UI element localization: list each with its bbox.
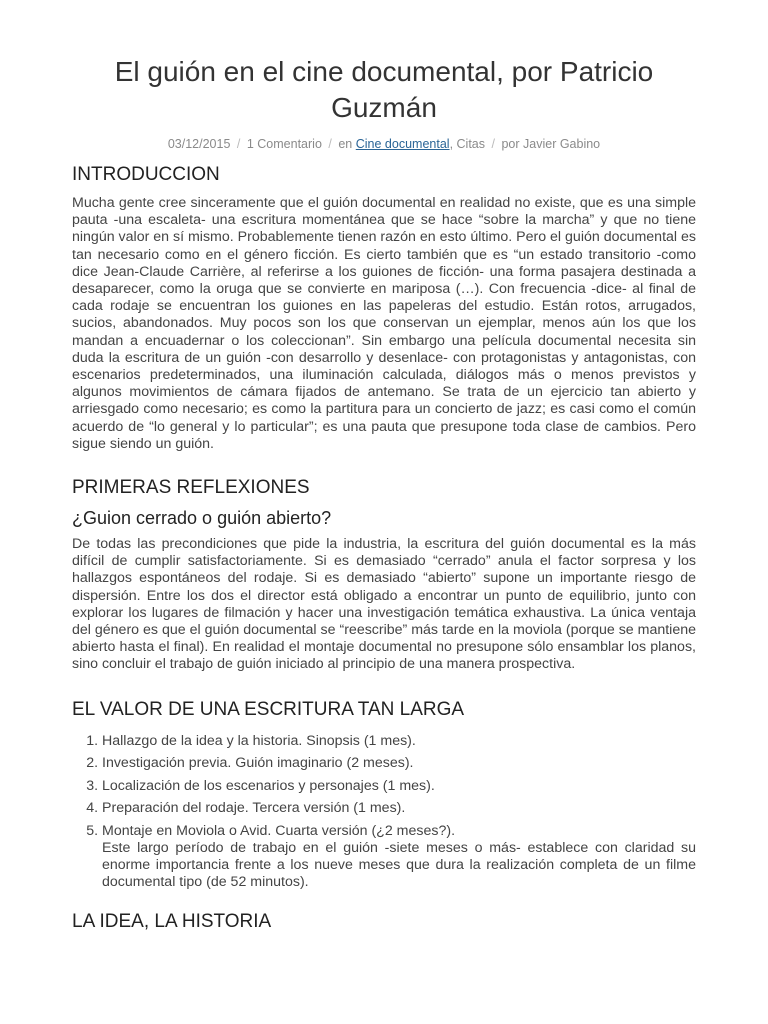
list-item: 5. Montaje en Moviola o Avid. Cuarta versión (¿2 meses?). bbox=[102, 820, 696, 843]
section-heading-la-idea: LA IDEA, LA HISTORIA bbox=[72, 911, 272, 933]
category-link-citas[interactable]: Citas bbox=[456, 137, 486, 151]
post-author[interactable]: por Javier Gabino bbox=[501, 137, 601, 151]
post-date[interactable]: 03/12/2015 bbox=[167, 137, 231, 151]
section-heading-primeras-reflexiones: PRIMERAS REFLEXIONES bbox=[72, 477, 310, 499]
comments-link[interactable]: 1 Comentario bbox=[246, 137, 322, 151]
meta-separator: / bbox=[491, 137, 495, 151]
list-item: 1. Hallazgo de la idea y la historia. Sinopsis (1 mes). bbox=[102, 730, 696, 753]
list-item: 3. Localización de los escenarios y personajes (1 mes). bbox=[102, 775, 696, 798]
list-item: 2. Investigación previa. Guión imaginario (2 meses). bbox=[102, 752, 696, 775]
list-item: 4. Preparación del rodaje. Tercera versión (1 mes). bbox=[102, 797, 696, 820]
section-heading-introduccion: INTRODUCCION bbox=[72, 164, 220, 185]
subsection-heading-guion-cerrado: ¿Guion cerrado o guión abierto? bbox=[72, 508, 332, 529]
section-text-introduccion: Mucha gente cree sinceramente que el guión documental en realidad no existe, que es una simple pauta -una escaleta- una escritura momentánea que se hace “sobre la marcha” y que no tiene ningún valor en sí mismo. Probablemente tienen razón en esto último. Pero el guión documental es tan necesario como en el género ficción. Es cierto también que es “un estado transitorio -como dice Jean-Claude Carrière, al referirse a los guiones de ficción- una forma pasajera destinada a desaparecer, como la oruga que se convierte en mariposa (…). Con frecuencia -dice- al final de cada rodaje se encuentran los guiones en las papeleras del estudio. Están rotos, arrugados, sucios, abandonados. Muy pocos son los que conservan un ejemplar, menos aún los que los mandan a encuadernar o los coleccionan”. Sin embargo una película documental necesita sin duda la escritura de un guión -con desarrollo y desenlace- con protagonistas y antagonistas, con escenarios predeterminados, una iluminación calculada, diálogos más o menos previstos y algunos movimientos de cámara fijados de antemano. Se trata de un ejercicio tan abierto y arriesgado como necesario; es como la partitura para un concierto de jazz; es casi como el común acuerdo de “lo general y lo particular”; es una pauta que presupone toda clase de cambios. Pero sigue siendo un guión. bbox=[72, 195, 696, 452]
steps-note: Este largo período de trabajo en el guión -siete meses o más- establece con claridad su enorme importancia frente a los nueve meses que dura la realización completa de un filme documental tipo (de 52 minutos). bbox=[102, 839, 696, 891]
category-comma: , bbox=[449, 137, 454, 151]
post-meta bbox=[72, 136, 696, 152]
meta-separator: / bbox=[328, 137, 332, 151]
category-link-cine-documental[interactable]: Cine documental bbox=[355, 137, 450, 151]
section-heading-el-valor: EL VALOR DE UNA ESCRITURA TAN LARGA bbox=[72, 698, 465, 720]
meta-separator: / bbox=[236, 137, 241, 151]
category-prefix: en bbox=[338, 137, 353, 151]
section-text-primeras-reflexiones: De todas las precondiciones que pide la industria, la escritura del guión documental es la más difícil de cumplir satisfactoriamente. Si es demasiado “cerrado” anula el factor sorpresa y los hallazgos espontáneos del rodaje. Si es demasiado “abierto” supone un importante riesgo de dispersión. Entre los dos el director está obligado a encontrar un punto de equilibrio, junto con explorar los lugares de filmación y hacer una investigación temática exhaustiva. La única ventaja del género es que el guión documental se “reescribe” más tarde en la moviola (porque se mantiene abierto hasta el final). En realidad el montaje documental no presupone sólo ensamblar los planos, sino concluir el trabajo de guión iniciado al principio de una manera prospectiva. bbox=[72, 536, 696, 673]
steps-list bbox=[72, 730, 696, 843]
article-title: El guión en el cine documental, por Patricio Guzmán bbox=[114, 56, 654, 123]
